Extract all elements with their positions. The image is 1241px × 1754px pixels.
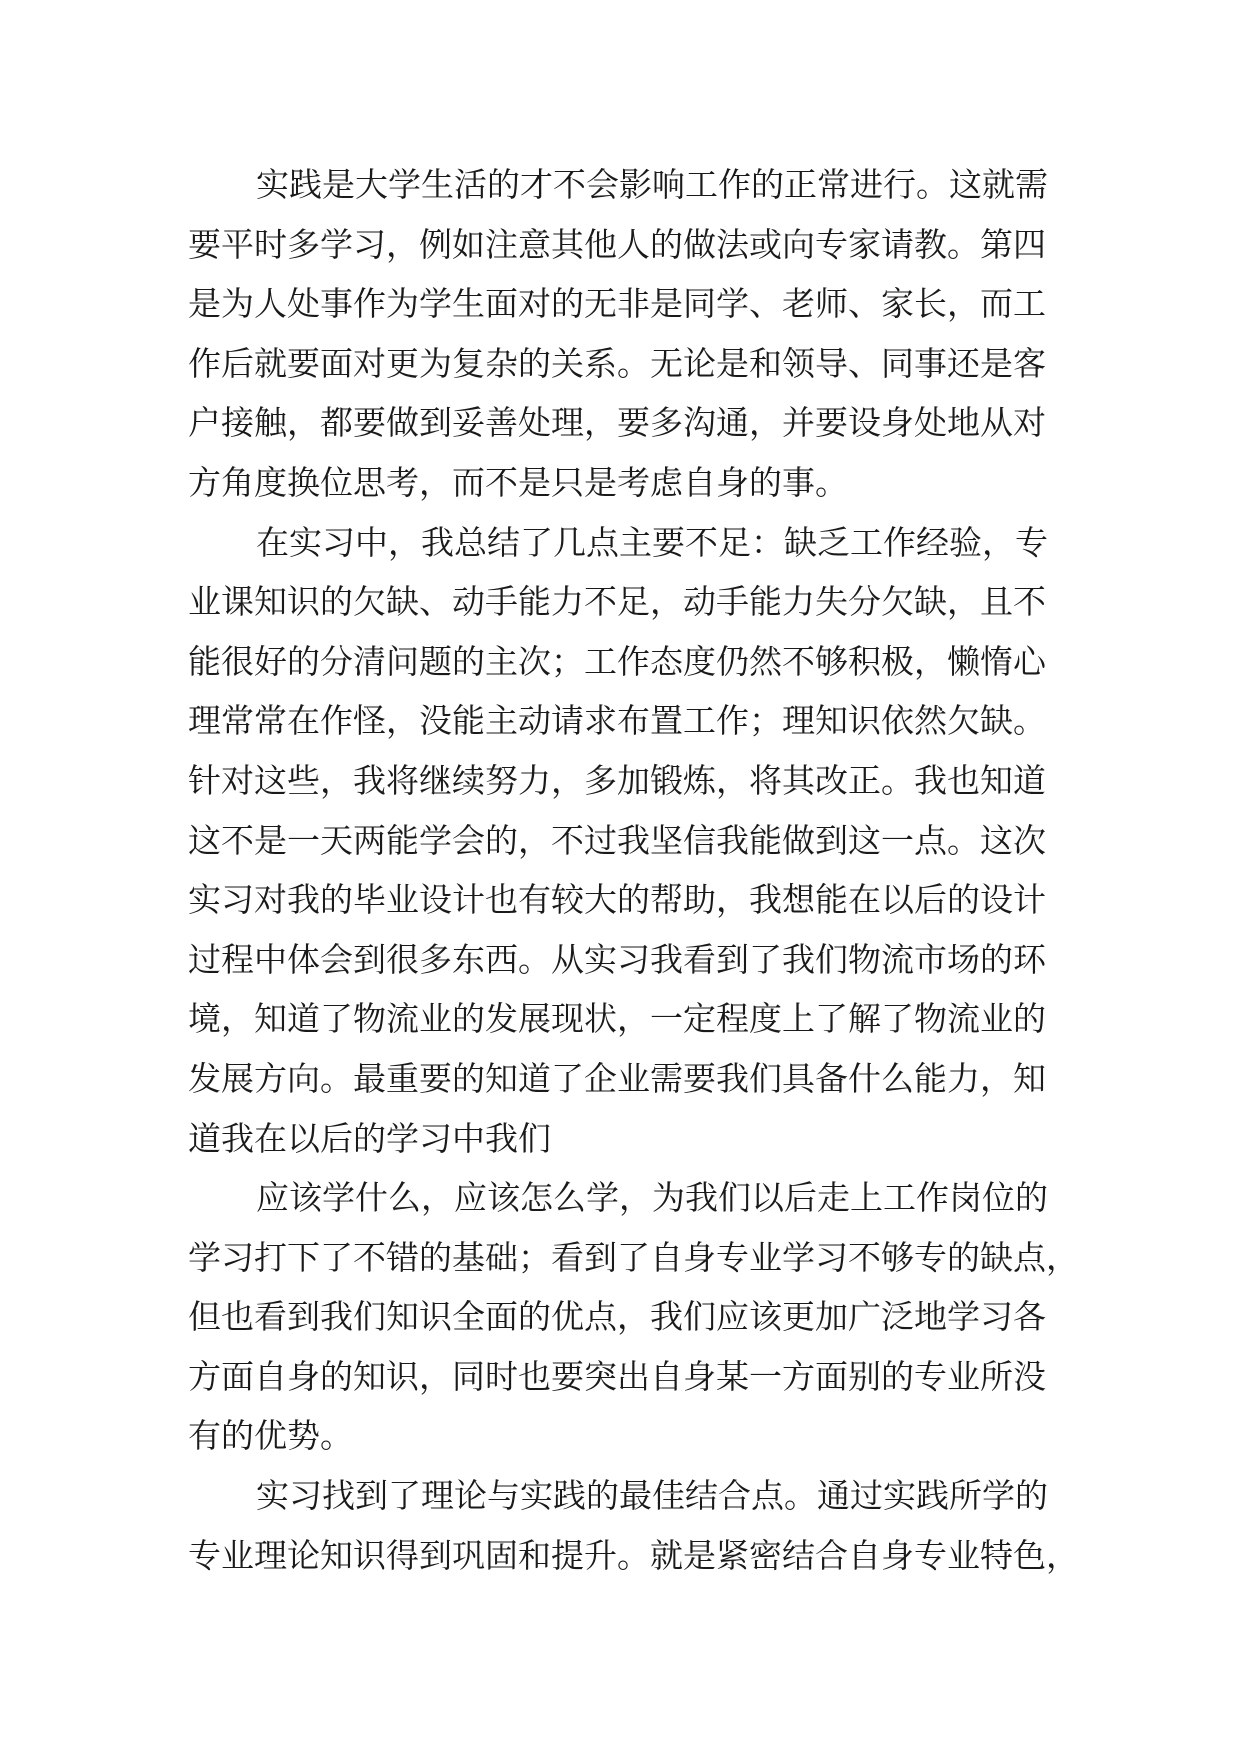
text-line: 有的优势。 [188,1416,353,1456]
text-line: 户接触，都要做到妥善处理，要多沟通，并要设身处地从对 [188,403,1046,443]
text-line: 实践是大学生活的才不会影响工作的正常进行。这就需 [256,165,1048,204]
text-line: 实习对我的毕业设计也有较大的帮助，我想能在以后的设计 [188,880,1046,920]
text-line: 能很好的分清问题的主次；工作态度仍然不够积极，懒惰心 [188,641,1046,681]
text-line: 针对这些，我将继续努力，多加锻炼，将其改正。我也知道 [188,760,1046,800]
body-text [188,155,1079,1585]
paragraph [188,513,1068,1169]
paragraph [188,155,1068,513]
text-line: 发展方向。最重要的知道了企业需要我们具备什么能力，知 [188,1058,1046,1098]
text-line: 方面自身的知识，同时也要突出自身某一方面别的专业所没 [188,1356,1046,1396]
text-line: 业课知识的欠缺、动手能力不足，动手能力失分欠缺，且不 [188,582,1046,622]
text-line: 是为人处事作为学生面对的无非是同学、老师、家长，而工 [188,284,1046,324]
text-line: 理常常在作怪，没能主动请求布置工作；理知识依然欠缺。 [188,701,1046,741]
text-line: 方角度换位思考，而不是只是考虑自身的事。 [188,462,848,502]
text-line: 要平时多学习，例如注意其他人的做法或向专家请教。第四 [188,224,1046,264]
text-line: 作后就要面对更为复杂的关系。无论是和领导、同事还是客 [188,343,1046,383]
text-line: 这不是一天两能学会的，不过我坚信我能做到这一点。这次 [188,820,1046,860]
text-line: 应该学什么，应该怎么学，为我们以后走上工作岗位的 [256,1178,1048,1218]
text-line: 道我在以后的学习中我们 [188,1118,551,1158]
text-line: 但也看到我们知识全面的优点，我们应该更加广泛地学习各 [188,1297,1046,1337]
paragraph [188,1466,1079,1585]
text-line: 专业理论知识得到巩固和提升。就是紧密结合自身专业特色， [188,1535,1079,1575]
text-line: 实习找到了理论与实践的最佳结合点。通过实践所学的 [256,1476,1048,1516]
paragraph [188,1168,1079,1466]
text-line: 过程中体会到很多东西。从实习我看到了我们物流市场的环 [188,939,1046,979]
text-line: 学习打下了不错的基础；看到了自身专业学习不够专的缺点， [188,1237,1079,1277]
text-line: 境，知道了物流业的发展现状，一定程度上了解了物流业的 [188,999,1046,1039]
text-line: 在实习中，我总结了几点主要不足：缺乏工作经验，专 [256,522,1048,562]
